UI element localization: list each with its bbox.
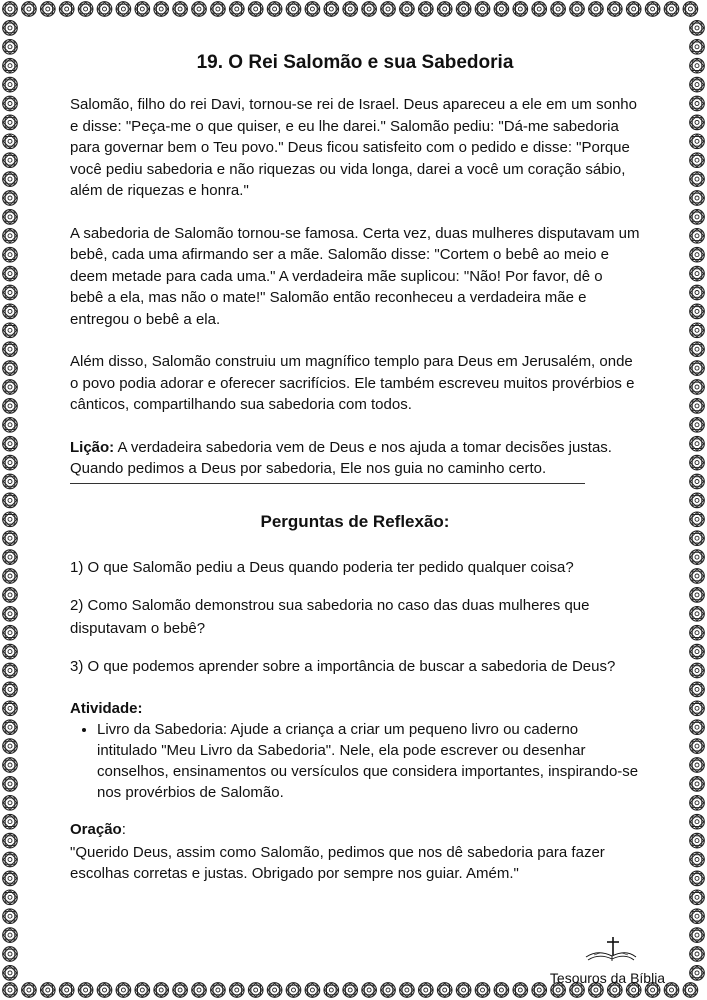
ornament-star-icon — [690, 455, 705, 470]
ornament-star-icon — [41, 2, 56, 17]
ornament-star-icon — [690, 796, 705, 811]
story-paragraph-2: A sabedoria de Salomão tornou-se famosa. Certa vez, duas mulheres disputavam um bebê, cada uma afirmando ser a mãe. Salomão disse: "Cortem o bebê ao meio e deem metade para cada uma." A verdadeira mãe suplicou: "Não! Por favor, dê o bebê a ela, mas não o mate!" Salomão então reconheceu a verdadeira mãe e entregou o bebê a ela. — [70, 224, 640, 328]
ornament-star-icon — [690, 531, 705, 546]
ornament-star-icon — [690, 21, 705, 36]
ornament-star-icon — [690, 644, 705, 659]
ornament-star-icon — [230, 2, 245, 17]
ornament-star-icon — [362, 2, 377, 17]
ornament-star-icon — [3, 909, 18, 924]
reflection-title: Perguntas de Reflexão: — [260, 511, 450, 531]
ornament-star-icon — [305, 2, 320, 17]
ornament-star-icon — [690, 266, 705, 281]
ornament-star-icon — [3, 436, 18, 451]
ornament-star-icon — [690, 682, 705, 697]
ornament-star-icon — [192, 983, 207, 998]
ornament-star-icon — [690, 418, 705, 433]
ornament-star-icon — [3, 928, 18, 943]
ornament-star-icon — [3, 663, 18, 678]
ornament-star-icon — [690, 512, 705, 527]
prayer-heading — [70, 819, 640, 840]
ornament-star-icon — [248, 2, 263, 17]
ornament-star-icon — [437, 2, 452, 17]
ornament-star-icon — [3, 2, 18, 17]
ornament-star-icon — [690, 474, 705, 489]
ornament-star-icon — [3, 983, 18, 998]
ornament-star-icon — [3, 172, 18, 187]
ornament-star-icon — [589, 2, 604, 17]
ornament-star-icon — [3, 77, 18, 92]
ornament-star-icon — [475, 2, 490, 17]
page-content — [70, 50, 640, 884]
ornament-star-icon — [59, 983, 74, 998]
ornament-star-icon — [3, 58, 18, 73]
ornament-star-icon — [286, 2, 301, 17]
ornament-star-icon — [267, 2, 282, 17]
ornament-star-icon — [381, 983, 396, 998]
ornament-star-icon — [419, 983, 434, 998]
ornament-star-icon — [3, 833, 18, 848]
ornament-star-icon — [3, 361, 18, 376]
ornament-star-icon — [116, 2, 131, 17]
ornament-star-icon — [211, 2, 226, 17]
ornament-star-icon — [690, 134, 705, 149]
ornament-star-icon — [78, 2, 93, 17]
ornament-star-icon — [513, 983, 528, 998]
ornament-star-icon — [690, 569, 705, 584]
ornament-star-icon — [59, 2, 74, 17]
ornament-star-icon — [456, 983, 471, 998]
ornament-star-icon — [135, 983, 150, 998]
ornament-star-icon — [211, 983, 226, 998]
brand-logo — [540, 935, 675, 986]
ornament-star-icon — [690, 323, 705, 338]
ornament-star-icon — [690, 777, 705, 792]
ornament-star-icon — [3, 512, 18, 527]
ornament-star-icon — [690, 210, 705, 225]
ornament-star-icon — [3, 418, 18, 433]
ornament-star-icon — [3, 342, 18, 357]
ornament-star-icon — [690, 852, 705, 867]
ornament-star-icon — [690, 814, 705, 829]
ornament-star-icon — [97, 983, 112, 998]
ornament-star-icon — [22, 983, 37, 998]
ornament-star-icon — [690, 625, 705, 640]
ornament-star-icon — [3, 323, 18, 338]
ornament-star-icon — [3, 607, 18, 622]
ornament-star-icon — [3, 96, 18, 111]
prayer-text: "Querido Deus, assim como Salomão, pedimos que nos dê sabedoria para fazer escolhas corretas e justas. Obrigado por sempre nos guiar. Amém." — [70, 843, 605, 882]
ornament-star-icon — [690, 153, 705, 168]
ornament-star-icon — [690, 285, 705, 300]
border-left — [3, 21, 18, 981]
prayer-label: Oração — [70, 820, 122, 838]
ornament-star-icon — [690, 115, 705, 130]
ornament-star-icon — [3, 550, 18, 565]
ornament-star-icon — [683, 983, 698, 998]
ornament-star-icon — [192, 2, 207, 17]
ornament-star-icon — [690, 871, 705, 886]
lesson-paragraph — [70, 437, 640, 480]
ornament-star-icon — [248, 983, 263, 998]
ornament-star-icon — [267, 983, 282, 998]
ornament-star-icon — [475, 983, 490, 998]
ornament-star-icon — [456, 2, 471, 17]
ornament-star-icon — [22, 2, 37, 17]
ornament-star-icon — [437, 983, 452, 998]
ornament-star-icon — [3, 266, 18, 281]
ornament-star-icon — [690, 890, 705, 905]
ornament-star-icon — [3, 531, 18, 546]
ornament-star-icon — [3, 115, 18, 130]
ornament-star-icon — [3, 455, 18, 470]
lesson-label: Lição: — [70, 438, 115, 456]
lesson-text: A verdadeira sabedoria vem de Deus e nos ajuda a tomar decisões justas. Quando pedimos a Deus por sabedoria, Ele nos guia no caminho certo. — [70, 438, 612, 477]
ornament-star-icon — [690, 833, 705, 848]
ornament-star-icon — [690, 701, 705, 716]
ornament-star-icon — [690, 342, 705, 357]
story-paragraph-1: Salomão, filho do rei Davi, tornou-se rei de Israel. Deus apareceu a ele em um sonho e disse: "Peça-me o que quiser, e eu lhe darei." Salomão pediu: "Dá-me sabedoria para governar bem o Teu povo." Deus ficou satisfeito com o pedido e disse: "Porque você pediu sabedoria e não riquezas ou vida longa, darei a você um coração sábio, além de riquezas e honra." — [70, 96, 637, 199]
reflection-question-3: 3) O que podemos aprender sobre a importância de buscar a sabedoria de Deus? — [70, 657, 616, 675]
ornament-star-icon — [3, 796, 18, 811]
ornament-star-icon — [690, 247, 705, 262]
border-top — [3, 2, 698, 17]
ornament-star-icon — [690, 380, 705, 395]
ornament-star-icon — [3, 474, 18, 489]
ornament-star-icon — [494, 2, 509, 17]
ornament-star-icon — [3, 569, 18, 584]
ornament-star-icon — [3, 588, 18, 603]
ornament-star-icon — [78, 983, 93, 998]
ornament-star-icon — [3, 247, 18, 262]
ornament-star-icon — [97, 2, 112, 17]
ornament-star-icon — [362, 983, 377, 998]
ornament-star-icon — [690, 40, 705, 55]
ornament-star-icon — [3, 852, 18, 867]
activity-list — [70, 719, 640, 803]
ornament-star-icon — [3, 777, 18, 792]
ornament-star-icon — [608, 2, 623, 17]
ornament-star-icon — [3, 380, 18, 395]
ornament-star-icon — [3, 210, 18, 225]
ornament-star-icon — [626, 2, 641, 17]
ornament-star-icon — [690, 720, 705, 735]
ornament-star-icon — [690, 493, 705, 508]
ornament-star-icon — [690, 588, 705, 603]
ornament-star-icon — [551, 2, 566, 17]
ornament-star-icon — [343, 2, 358, 17]
ornament-star-icon — [690, 928, 705, 943]
ornament-star-icon — [690, 361, 705, 376]
ornament-star-icon — [41, 983, 56, 998]
ornament-star-icon — [690, 663, 705, 678]
ornament-star-icon — [3, 720, 18, 735]
ornament-star-icon — [3, 493, 18, 508]
ornament-star-icon — [400, 2, 415, 17]
activity-label: Atividade: — [70, 699, 143, 717]
ornament-star-icon — [3, 739, 18, 754]
ornament-star-icon — [690, 172, 705, 187]
ornament-star-icon — [683, 2, 698, 17]
ornament-star-icon — [419, 2, 434, 17]
ornament-star-icon — [173, 2, 188, 17]
ornament-star-icon — [690, 191, 705, 206]
ornament-star-icon — [690, 77, 705, 92]
ornament-star-icon — [3, 966, 18, 981]
ornament-star-icon — [343, 983, 358, 998]
ornament-star-icon — [690, 58, 705, 73]
ornament-star-icon — [3, 758, 18, 773]
ornament-star-icon — [3, 21, 18, 36]
ornament-star-icon — [664, 2, 679, 17]
ornament-star-icon — [494, 983, 509, 998]
ornament-star-icon — [532, 2, 547, 17]
story-paragraph-3: Além disso, Salomão construiu um magnífico templo para Deus em Jerusalém, onde o povo podia adorar e oferecer sacrifícios. Ele também escreveu muitos provérbios e cânticos, compartilhando sua sabedoria com todos. — [70, 353, 635, 413]
ornament-star-icon — [154, 2, 169, 17]
ornament-star-icon — [690, 304, 705, 319]
ornament-star-icon — [324, 2, 339, 17]
reflection-question-2: 2) Como Salomão demonstrou sua sabedoria no caso das duas mulheres que disputavam o bebê? — [70, 596, 590, 637]
ornament-star-icon — [173, 983, 188, 998]
reflection-question-1: 1) O que Salomão pediu a Deus quando poderia ter pedido qualquer coisa? — [70, 558, 574, 576]
ornament-star-icon — [305, 983, 320, 998]
ornament-star-icon — [286, 983, 301, 998]
ornament-star-icon — [690, 966, 705, 981]
ornament-star-icon — [3, 304, 18, 319]
ornament-star-icon — [135, 2, 150, 17]
ornament-star-icon — [230, 983, 245, 998]
ornament-star-icon — [690, 550, 705, 565]
ornament-star-icon — [690, 229, 705, 244]
page-title: 19. O Rei Salomão e sua Sabedoria — [196, 52, 514, 73]
ornament-star-icon — [690, 96, 705, 111]
ornament-star-icon — [3, 153, 18, 168]
ornament-star-icon — [3, 701, 18, 716]
bible-cross-icon — [578, 935, 638, 965]
ornament-star-icon — [3, 890, 18, 905]
ornament-star-icon — [3, 191, 18, 206]
ornament-star-icon — [3, 871, 18, 886]
ornament-star-icon — [3, 644, 18, 659]
ornament-star-icon — [690, 399, 705, 414]
ornament-star-icon — [570, 2, 585, 17]
ornament-star-icon — [690, 909, 705, 924]
ornament-star-icon — [690, 758, 705, 773]
prayer-colon: : — [121, 820, 126, 838]
ornament-star-icon — [381, 2, 396, 17]
ornament-star-icon — [116, 983, 131, 998]
ornament-star-icon — [3, 625, 18, 640]
ornament-star-icon — [690, 739, 705, 754]
activity-item: • Livro da Sabedoria: Ajude a criança a criar um pequeno livro ou caderno intitulado "Meu Livro da Sabedoria". Nele, ela pode escrever ou desenhar conselhos, ensinamentos ou versículos que considera importantes, inspirando-se nos provérbios de Salomão. — [97, 719, 640, 803]
ornament-star-icon — [3, 814, 18, 829]
ornament-star-icon — [690, 607, 705, 622]
ornament-star-icon — [3, 399, 18, 414]
ornament-star-icon — [513, 2, 528, 17]
ornament-star-icon — [3, 682, 18, 697]
ornament-star-icon — [154, 983, 169, 998]
ornament-star-icon — [690, 436, 705, 451]
ornament-star-icon — [690, 947, 705, 962]
ornament-star-icon — [3, 285, 18, 300]
ornament-star-icon — [3, 229, 18, 244]
divider-line — [70, 483, 585, 484]
ornament-star-icon — [3, 40, 18, 55]
ornament-star-icon — [645, 2, 660, 17]
ornament-star-icon — [324, 983, 339, 998]
ornament-star-icon — [3, 947, 18, 962]
brand-name: Tesouros da Bíblia — [549, 970, 666, 986]
border-right — [690, 21, 705, 981]
ornament-star-icon — [3, 134, 18, 149]
ornament-star-icon — [400, 983, 415, 998]
